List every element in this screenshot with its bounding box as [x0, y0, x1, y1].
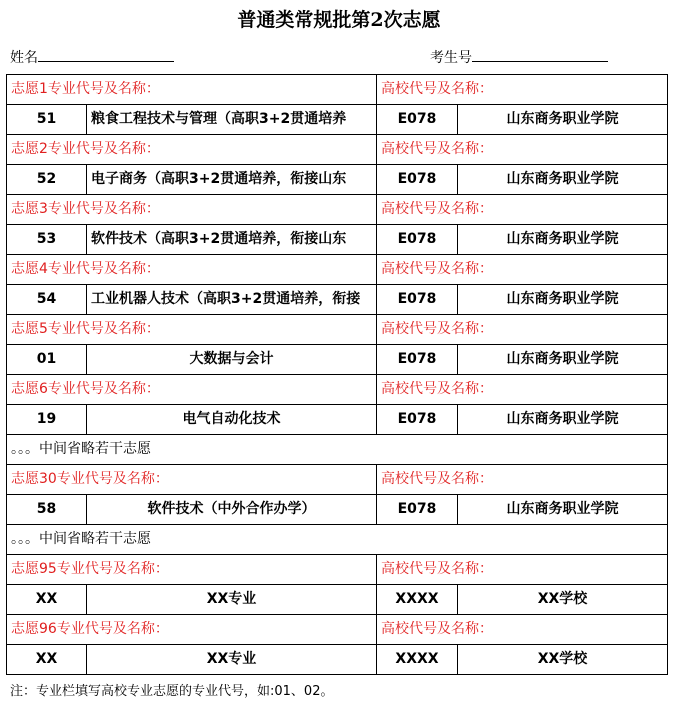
major-name-cell[interactable]: XX专业	[87, 585, 377, 615]
school-name-cell[interactable]: XX学校	[458, 645, 668, 675]
school-name-cell[interactable]: 山东商务职业学院	[458, 405, 668, 435]
major-code-cell[interactable]: 19	[7, 405, 87, 435]
major-name-cell[interactable]: 大数据与会计	[87, 345, 377, 375]
school-header: 高校代号及名称：	[377, 315, 668, 345]
table-row	[7, 195, 668, 225]
table-row	[7, 405, 668, 435]
major-header: 志愿95专业代号及名称：	[7, 555, 377, 585]
table-row	[7, 135, 668, 165]
major-code-cell[interactable]: 51	[7, 105, 87, 135]
major-code-cell[interactable]: XX	[7, 645, 87, 675]
table-row	[7, 285, 668, 315]
preference-table	[6, 74, 668, 675]
table-row	[7, 345, 668, 375]
major-code-cell[interactable]: 54	[7, 285, 87, 315]
school-code-cell[interactable]: E078	[377, 345, 458, 375]
school-header: 高校代号及名称：	[377, 75, 668, 105]
footnote: 注：专业栏填写高校专业志愿的专业代号，如:01、02。	[10, 684, 334, 699]
table-row	[7, 75, 668, 105]
table-row	[7, 315, 668, 345]
name-input-line[interactable]	[38, 46, 174, 62]
table-row	[7, 525, 668, 555]
name-label: 姓名	[10, 50, 38, 66]
school-code-cell[interactable]: XXXX	[377, 645, 458, 675]
exam-id-input-line[interactable]	[472, 46, 608, 62]
table-row	[7, 495, 668, 525]
major-name-cell[interactable]: 粮食工程技术与管理（高职3+2贯通培养	[87, 105, 377, 135]
table-row	[7, 615, 668, 645]
omitted-row: 。。。中间省略若干志愿	[7, 435, 668, 465]
school-header: 高校代号及名称：	[377, 375, 668, 405]
form-title: 普通类常规批第2次志愿	[237, 9, 441, 31]
school-name-cell[interactable]: XX学校	[458, 585, 668, 615]
school-header: 高校代号及名称：	[377, 195, 668, 225]
table-row	[7, 105, 668, 135]
major-name-cell[interactable]: XX专业	[87, 645, 377, 675]
school-code-cell[interactable]: E078	[377, 225, 458, 255]
major-name-cell[interactable]: 软件技术（高职3+2贯通培养，衔接山东	[87, 225, 377, 255]
major-code-cell[interactable]: 01	[7, 345, 87, 375]
school-header: 高校代号及名称：	[377, 135, 668, 165]
major-name-cell[interactable]: 软件技术（中外合作办学）	[87, 495, 377, 525]
omitted-row: 。。。中间省略若干志愿	[7, 525, 668, 555]
table-row	[7, 255, 668, 285]
school-name-cell[interactable]: 山东商务职业学院	[458, 105, 668, 135]
major-header: 志愿96专业代号及名称：	[7, 615, 377, 645]
table-row	[7, 435, 668, 465]
major-code-cell[interactable]: 58	[7, 495, 87, 525]
major-header: 志愿5专业代号及名称：	[7, 315, 377, 345]
school-code-cell[interactable]: XXXX	[377, 585, 458, 615]
table-row	[7, 585, 668, 615]
major-code-cell[interactable]: 53	[7, 225, 87, 255]
school-header: 高校代号及名称：	[377, 465, 668, 495]
table-row	[7, 645, 668, 675]
major-header: 志愿4专业代号及名称：	[7, 255, 377, 285]
school-name-cell[interactable]: 山东商务职业学院	[458, 345, 668, 375]
exam-id-label: 考生号	[430, 50, 472, 66]
school-header: 高校代号及名称：	[377, 555, 668, 585]
major-header: 志愿6专业代号及名称：	[7, 375, 377, 405]
table-row	[7, 225, 668, 255]
table-row	[7, 465, 668, 495]
major-code-cell[interactable]: XX	[7, 585, 87, 615]
school-code-cell[interactable]: E078	[377, 405, 458, 435]
table-row	[7, 165, 668, 195]
major-code-cell[interactable]: 52	[7, 165, 87, 195]
school-code-cell[interactable]: E078	[377, 105, 458, 135]
major-header: 志愿30专业代号及名称：	[7, 465, 377, 495]
school-name-cell[interactable]: 山东商务职业学院	[458, 225, 668, 255]
major-name-cell[interactable]: 电子商务（高职3+2贯通培养，衔接山东	[87, 165, 377, 195]
table-row	[7, 375, 668, 405]
school-code-cell[interactable]: E078	[377, 285, 458, 315]
name-field	[10, 46, 174, 68]
school-name-cell[interactable]: 山东商务职业学院	[458, 495, 668, 525]
school-code-cell[interactable]: E078	[377, 165, 458, 195]
school-header: 高校代号及名称：	[377, 255, 668, 285]
major-header: 志愿3专业代号及名称：	[7, 195, 377, 225]
major-name-cell[interactable]: 工业机器人技术（高职3+2贯通培养，衔接	[87, 285, 377, 315]
major-name-cell[interactable]: 电气自动化技术	[87, 405, 377, 435]
exam-id-field	[430, 46, 608, 68]
school-name-cell[interactable]: 山东商务职业学院	[458, 285, 668, 315]
table-row	[7, 555, 668, 585]
major-header: 志愿1专业代号及名称：	[7, 75, 377, 105]
major-header: 志愿2专业代号及名称：	[7, 135, 377, 165]
school-code-cell[interactable]: E078	[377, 495, 458, 525]
school-header: 高校代号及名称：	[377, 615, 668, 645]
school-name-cell[interactable]: 山东商务职业学院	[458, 165, 668, 195]
